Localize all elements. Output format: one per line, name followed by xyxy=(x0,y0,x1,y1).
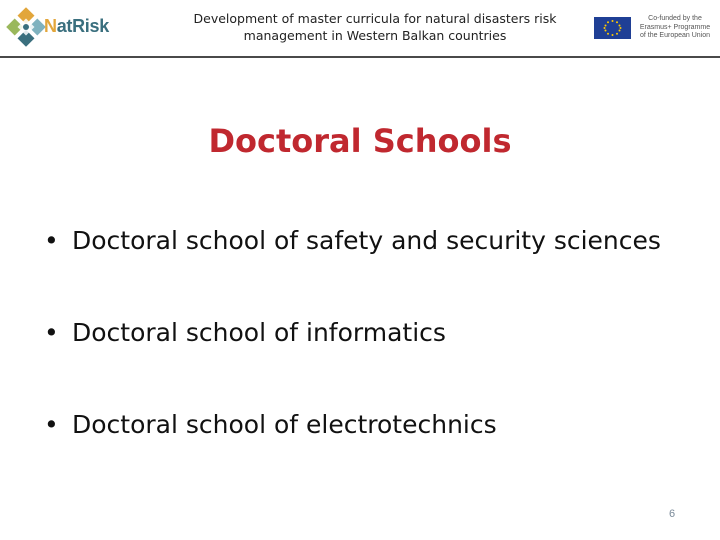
project-title: Development of master curricula for natural disasters risk management in Western Balkan countries xyxy=(193,11,557,43)
slide-header xyxy=(0,0,720,58)
slide-title: Doctoral Schools xyxy=(208,122,512,160)
bullet-icon: • xyxy=(44,318,59,347)
list-item-text: Doctoral school of safety and security sciences xyxy=(72,226,661,255)
eu-cofunding-text: Co-funded by the Erasmus+ Programme of the European Union xyxy=(639,15,711,39)
list-item xyxy=(44,318,704,347)
natrisk-logo-icon xyxy=(4,4,48,50)
bullet-icon: • xyxy=(44,226,59,255)
bullet-icon: • xyxy=(44,410,59,439)
list-item xyxy=(44,226,704,255)
eu-cofunding-logo xyxy=(594,14,716,42)
page-number: 6 xyxy=(668,508,676,520)
list-item-text: Doctoral school of electrotechnics xyxy=(72,410,497,439)
natrisk-logo-text: NatRisk xyxy=(44,16,109,36)
natrisk-logo xyxy=(4,2,116,52)
list-item xyxy=(44,410,704,439)
eu-flag-icon xyxy=(594,17,631,39)
list-item-text: Doctoral school of informatics xyxy=(72,318,446,347)
header-divider xyxy=(0,56,720,58)
